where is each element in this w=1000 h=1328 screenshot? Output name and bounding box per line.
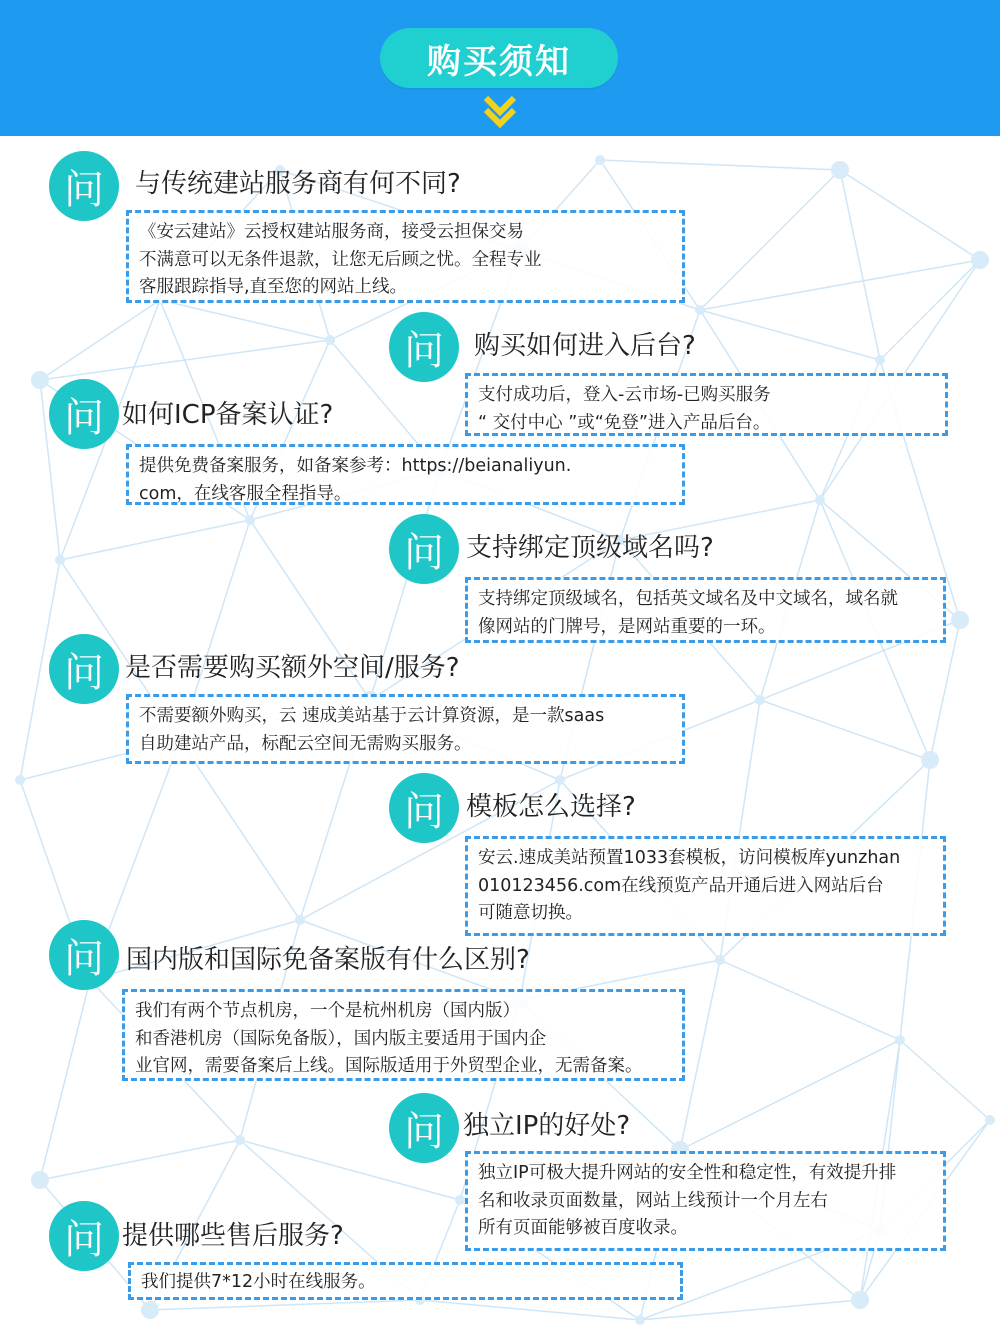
network-line [150, 1300, 420, 1310]
network-node [595, 155, 605, 165]
answer-line: 不需要额外购买，云 速成美站基于云计算资源，是一款saas [139, 706, 605, 726]
answer-line: 010123456.com在线预览产品开通后进入网站后台 [478, 875, 884, 896]
answer-line: “ 交付中心 ”或“免登”进入产品后台。 [478, 412, 771, 433]
answer-line: 我们有两个节点机房，一个是杭州机房（国内版） [135, 1001, 520, 1021]
chevron-down-icon [480, 92, 520, 128]
network-line [640, 1300, 860, 1320]
network-node [245, 515, 255, 525]
answer-line: com，在线客服全程指导。 [139, 483, 352, 504]
network-node [455, 1195, 465, 1205]
network-line [840, 170, 980, 260]
network-line [40, 980, 90, 1180]
network-node [921, 751, 939, 769]
network-node [141, 1301, 159, 1319]
network-node [985, 1115, 995, 1125]
network-node [951, 611, 969, 629]
network-line [40, 300, 160, 380]
network-node [971, 251, 989, 269]
answer-line: 我们提供7*12小时在线服务。 [141, 1272, 376, 1292]
faq-answer-box [465, 577, 946, 643]
answer-line: 安云.速成美站预置1033套模板，访问模板库yunzhan [478, 848, 901, 868]
faq-answer-box [465, 836, 946, 936]
network-line [680, 1040, 900, 1150]
faq-answer-box [128, 1262, 683, 1300]
network-line [840, 170, 880, 360]
question-icon: 问 [49, 379, 119, 449]
header-banner [0, 0, 1000, 136]
network-line [720, 960, 900, 1040]
faq-answer-box [126, 444, 685, 505]
faq-answer-box [126, 694, 685, 764]
answer-line: 业官网，需要备案后上线。国际版适用于外贸型企业，无需备案。 [135, 1056, 643, 1076]
answer-line: 提供免费备案服务，如备案参考：https://beianaliyun. [139, 456, 572, 476]
answer-line: 自助建站产品，标配云空间无需购买服务。 [139, 733, 472, 754]
network-line [420, 1300, 640, 1320]
network-node [55, 555, 65, 565]
network-node [815, 495, 825, 505]
network-line [180, 740, 300, 920]
faq-question: 国内版和国际免备案版有什么区别? [126, 945, 530, 975]
network-line [900, 1040, 990, 1120]
faq-question: 支持绑定顶级域名吗? [466, 533, 714, 563]
question-icon: 问 [49, 1201, 119, 1271]
answer-line: 所有页面能够被百度收录。 [478, 1218, 688, 1238]
network-node [895, 1035, 905, 1045]
faq-question: 与传统建站服务商有何不同? [135, 169, 461, 199]
question-icon: 问 [49, 920, 119, 990]
network-node [755, 695, 765, 705]
answer-line: 支付成功后，登入-云市场-已购买服务 [478, 385, 771, 405]
faq-question: 独立IP的好处? [463, 1111, 631, 1141]
answer-line: 不满意可以无条件退款，让您无后顾之忧。全程专业 [139, 249, 542, 270]
question-icon: 问 [49, 634, 119, 704]
network-line [40, 1140, 240, 1180]
network-line [600, 160, 840, 170]
faq-answer-box [465, 373, 948, 436]
network-node [235, 1135, 245, 1145]
faq-answer-box [122, 989, 685, 1081]
network-line [760, 700, 930, 760]
network-line [680, 960, 720, 1150]
network-node [31, 1171, 49, 1189]
answer-line: 客服跟踪指导,直至您的网站上线。 [139, 277, 408, 297]
answer-line: 独立IP可极大提升网站的安全性和稳定性，有效提升排 [478, 1163, 897, 1183]
network-node [635, 1315, 645, 1325]
network-line [160, 300, 330, 340]
faq-answer-box [126, 210, 685, 303]
faq-question: 如何ICP备案认证? [122, 400, 334, 430]
network-node [851, 1291, 869, 1309]
faq-question: 提供哪些售后服务? [122, 1221, 344, 1251]
network-node [831, 161, 849, 179]
answer-line: 支持绑定顶级域名，包括英文域名及中文域名，域名就 [478, 589, 898, 609]
faq-answer-box [465, 1151, 946, 1251]
answer-line: 名和收录页面数量，网站上线预计一个月左右 [478, 1190, 828, 1211]
network-node [695, 305, 705, 315]
network-line [60, 520, 250, 560]
network-node [31, 371, 49, 389]
network-node [325, 335, 335, 345]
faq-question: 是否需要购买额外空间/服务? [125, 653, 460, 683]
question-icon: 问 [389, 514, 459, 584]
page-title: 购买须知 [380, 28, 618, 88]
answer-line: 《安云建站》云授权建站服务商，接受云担保交易 [139, 222, 524, 242]
question-icon: 问 [389, 312, 459, 382]
answer-line: 可随意切换。 [478, 903, 583, 923]
network-node [555, 775, 565, 785]
question-icon: 问 [49, 151, 119, 221]
question-icon: 问 [389, 1093, 459, 1163]
network-node [715, 955, 725, 965]
network-node [295, 915, 305, 925]
faq-question: 模板怎么选择? [466, 792, 636, 822]
network-node [15, 775, 25, 785]
network-node [875, 355, 885, 365]
question-icon: 问 [389, 773, 459, 843]
faq-question: 购买如何进入后台? [474, 331, 696, 361]
answer-line: 像网站的门牌号，是网站重要的一环。 [478, 616, 776, 637]
answer-line: 和香港机房（国际免备版），国内版主要适用于国内企 [135, 1028, 547, 1049]
